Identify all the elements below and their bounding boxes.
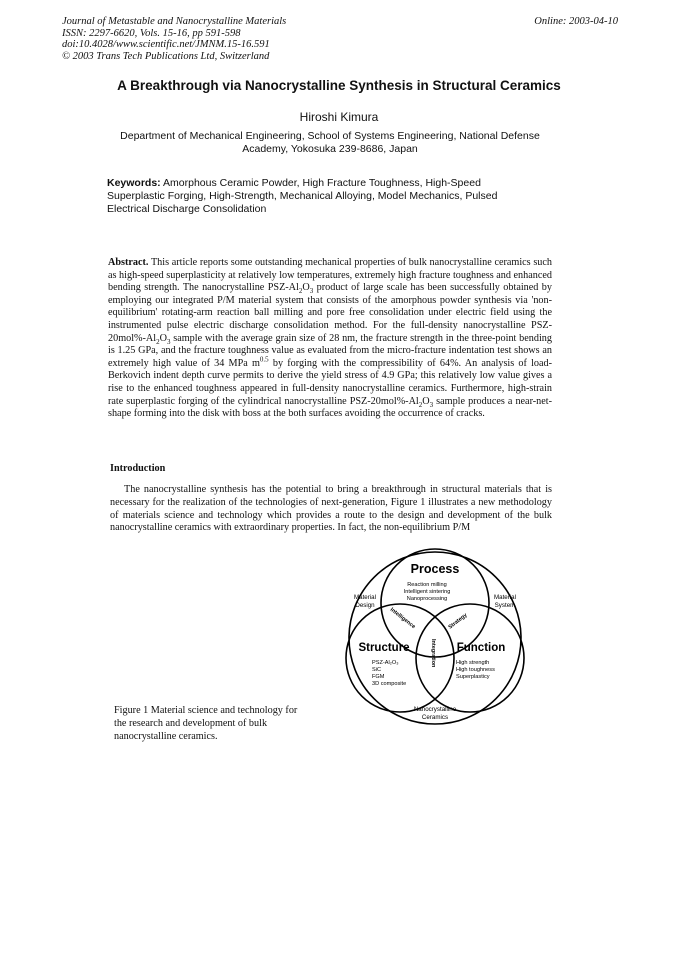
material-design-line-1: Material xyxy=(353,594,377,601)
affiliation: Department of Mechanical Engineering, School of Systems Engineering, National Defense Academy, Yokosuka 239-8686, Japan xyxy=(120,130,540,155)
intelligence-label: Intelligence xyxy=(388,606,417,631)
venn-diagram-figure xyxy=(335,543,535,733)
structure-item-2: SiC xyxy=(372,667,382,673)
nanocrystalline-line-2: Ceramics xyxy=(421,714,449,721)
abstract-text-2: product of large scale has been successfully obtained by employing our integrated P/M material system that consists of the amorphous powder synthesis via 'non-equilibrium' rotating-arm reaction ball milling and pore free consolidation under electric field using the instrumented pulse electric discharge consolidation method. For the full-density nanocrystalline PSZ-20mol%-Al xyxy=(108,282,552,344)
abstract-text-5: sample produces a near-net-shape forming into the disk with boss at the both surfaces avoiding the occurrence of cracks. xyxy=(108,395,552,420)
function-item-2: High toughness xyxy=(456,667,495,673)
keywords-text: Amorphous Ceramic Powder, High Fracture Toughness, High-Speed Superplastic Forging, High-Strength, Mechanical Alloying, Model Mechanics, Pulsed Electrical Discharge Consolidation xyxy=(107,177,498,215)
online-date: Online: 2003-04-10 xyxy=(534,16,618,27)
keywords-label: Keywords: xyxy=(107,177,161,189)
abstract-label: Abstract. xyxy=(108,257,149,268)
integration-label: Integration xyxy=(430,639,436,668)
process-item-1: Reaction milling xyxy=(407,582,447,588)
journal-header xyxy=(62,16,286,62)
material-system-line-2: System xyxy=(494,602,516,609)
nanocrystalline-line-1: Nanocrystalline xyxy=(413,706,457,713)
figure-caption: Figure 1 Material science and technology for the research and development of bulk nanocrystalline ceramics. xyxy=(114,705,298,742)
structure-title: Structure xyxy=(358,642,410,654)
abstract-sub-2a: 2 xyxy=(298,287,303,296)
abstract-text-1: This article reports some outstanding mechanical properties of bulk nanocrystalline ceramics such as high-speed superplasticity at relatively low temperatures, extremely high fracture toughness and enhanced bending strength. The nanocrystalline PSZ-Al xyxy=(108,257,552,294)
abstract-sub-3b: 3 xyxy=(166,337,171,346)
strategy-label: Strategy xyxy=(447,612,469,631)
process-title: Process xyxy=(410,562,460,576)
paper-title: A Breakthrough via Nanocrystalline Synthesis in Structural Ceramics xyxy=(117,78,561,93)
issn-line: ISSN: 2297-6620, Vols. 15-16, pp 591-598 xyxy=(62,27,241,39)
doi-line[interactable]: doi:10.4028/www.scientific.net/JMNM.15-16.591 xyxy=(62,39,270,51)
process-item-2: Intelligent sintering xyxy=(403,589,451,595)
structure-item-1: PSZ-Al₂O₃ xyxy=(372,660,399,666)
keywords-block xyxy=(107,177,537,216)
function-item-1: High strength xyxy=(456,660,490,666)
copyright-line: © 2003 Trans Tech Publications Ltd, Switzerland xyxy=(62,50,270,62)
abstract-block: Abstract. This article reports some outstanding mechanical properties of bulk nanocrystalline ceramics such as high-speed superplasticity at relatively low temperatures, extremely high fracture toughness and enhanced bending strength. The nanocrystalline PSZ-$Al_2O_3$ product of large scale has been successfully obtained by employing our integrated P/M material system that consists of the amorphous powder synthesis via 'non-equilibrium' rotating-arm reaction ball milling and pore free consolidation under electric field using the instrumented pulse electric discharge consolidation method. For the full-density nanocrystalline PSZ-$20mol\%-Al_2O_3$ sample with the average grain size of 28 nm, the fracture strength in the three-point bending is 1.25 GPa, and the fracture toughness value as evaluated from the micro-fracture indentation test shows an extremely high value of 34 MPa $m^{0.5}$ by forging with the compressibility of 64%. An analysis of load-Berkovich indent depth curve permits to derive the yield stress of 4.9 GPa; this relatively low value gives a rise to the enhanced toughness appeared in full-density nanocrystalline ceramics. Furthermore, high-strain rate superplastic forging of the cylindrical nanocrystalline PSZ-$20mol\%-Al_2O_3$ sample produces a near-net-shape forming into the disk with boss at the both surfaces avoiding the occurrence of cracks. xyxy=(108,257,553,420)
introduction-text: The nanocrystalline synthesis has the potential to bring a breakthrough in structural materials that is necessary for the realization of the technologies of next-generation, Figure 1 illustrates a new methodology of materials science and technology which provides a route to the design and development of the bulk nanocrystalline ceramics with extraordinary properties. In fact, the non-equilibrium P/M xyxy=(110,484,552,534)
process-item-3: Nanoprocessing xyxy=(406,596,448,602)
material-design-line-2: Design xyxy=(355,602,375,609)
author-name: Hiroshi Kimura xyxy=(299,110,379,124)
abstract-text-3: sample with the average grain size of 28 nm, the fracture strength in the three-point bending is 1.25 GPa, and the fracture toughness value as evaluated from the micro-fracture indentation test shows an extremely high value of 34 MPa m xyxy=(108,332,552,369)
function-title: Function xyxy=(456,642,506,654)
material-system-line-1: Material xyxy=(493,594,517,601)
structure-item-3: FGM xyxy=(372,674,385,680)
abstract-sub-2b: 2 xyxy=(156,337,160,346)
abstract-text-4: by forging with the compressibility of 64%. An analysis of load-Berkovich indent depth curve permits to derive the yield stress of 4.9 GPa; this relatively low value gives a rise to the enhanced toughness appeared in full-density nanocrystalline ceramics. Furthermore, high-strain rate superplastic forging of the cylindrical nanocrystalline PSZ-20mol%-Al xyxy=(108,357,553,407)
introduction-heading: Introduction xyxy=(110,463,166,474)
function-item-3: Superplasticy xyxy=(456,674,490,680)
abstract-sup-05: 0.5 xyxy=(259,355,269,364)
abstract-sub-2c: 2 xyxy=(418,400,423,409)
journal-name: Journal of Metastable and Nanocrystalline Materials xyxy=(62,16,287,27)
structure-item-4: 3D composite xyxy=(372,681,407,687)
abstract-sub-3a: 3 xyxy=(309,287,314,296)
abstract-sub-3c: 3 xyxy=(429,400,434,409)
